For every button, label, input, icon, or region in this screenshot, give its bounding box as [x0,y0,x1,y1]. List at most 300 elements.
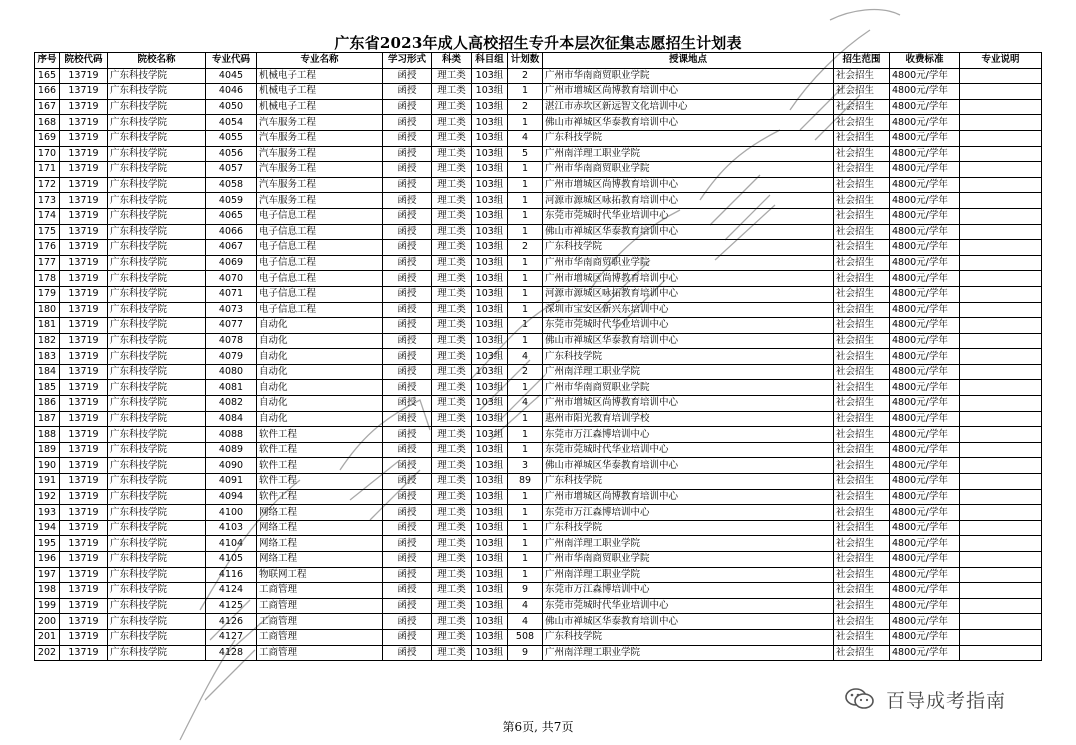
cell-location: 广州市增城区尚博教育培训中心 [543,177,834,193]
cell-school-code: 13719 [60,614,108,630]
cell-category: 理工类 [432,271,472,287]
cell-seq: 191 [35,474,60,490]
cell-school-code: 13719 [60,318,108,334]
table-row [35,396,1042,412]
cell-study-form: 函授 [383,629,432,645]
cell-plan-count: 4 [508,349,543,365]
cell-subject-group: 103组 [472,84,508,100]
cell-school-code: 13719 [60,505,108,521]
cell-seq: 188 [35,427,60,443]
cell-major-code: 4089 [206,442,257,458]
cell-seq: 190 [35,458,60,474]
cell-major-code: 4090 [206,458,257,474]
cell-plan-count: 508 [508,629,543,645]
cell-scope: 社会招生 [834,177,890,193]
cell-school-name: 广东科技学院 [108,349,206,365]
cell-seq: 176 [35,240,60,256]
cell-major-name: 自动化 [257,364,383,380]
cell-scope: 社会招生 [834,474,890,490]
cell-seq: 184 [35,364,60,380]
page-footer: 第6页, 共7页 [502,720,574,734]
cell-scope: 社会招生 [834,489,890,505]
cell-major-code: 4084 [206,411,257,427]
cell-location: 广州南洋理工职业学院 [543,364,834,380]
cell-major-name: 网络工程 [257,505,383,521]
cell-location: 广州南洋理工职业学院 [543,645,834,661]
cell-study-form: 函授 [383,271,432,287]
table-row [35,318,1042,334]
cell-subject-group: 103组 [472,99,508,115]
cell-major-name: 自动化 [257,333,383,349]
table-row [35,614,1042,630]
cell-seq: 185 [35,380,60,396]
cell-scope: 社会招生 [834,271,890,287]
table-row [35,99,1042,115]
cell-fee: 4800元/学年 [890,474,960,490]
cell-location: 惠州市阳光教育培训学校 [543,411,834,427]
cell-major-name: 软件工程 [257,489,383,505]
cell-subject-group: 103组 [472,520,508,536]
cell-category: 理工类 [432,474,472,490]
cell-fee: 4800元/学年 [890,255,960,271]
table-row [35,193,1042,209]
cell-major-name: 软件工程 [257,474,383,490]
cell-plan-count: 1 [508,427,543,443]
cell-study-form: 函授 [383,255,432,271]
header-plan-count: 计划数 [508,53,543,69]
cell-category: 理工类 [432,224,472,240]
cell-notes [960,68,1042,84]
cell-subject-group: 103组 [472,567,508,583]
cell-major-code: 4058 [206,177,257,193]
cell-major-code: 4080 [206,364,257,380]
cell-location: 广州市增城区尚博教育培训中心 [543,396,834,412]
cell-school-code: 13719 [60,193,108,209]
cell-category: 理工类 [432,629,472,645]
cell-study-form: 函授 [383,349,432,365]
cell-major-code: 4069 [206,255,257,271]
cell-scope: 社会招生 [834,396,890,412]
cell-scope: 社会招生 [834,333,890,349]
cell-notes [960,318,1042,334]
cell-notes [960,146,1042,162]
cell-location: 广东科技学院 [543,130,834,146]
table-row [35,520,1042,536]
cell-notes [960,349,1042,365]
page-title: 广东省2023年成人高校招生专升本层次征集志愿招生计划表 [334,34,742,52]
cell-fee: 4800元/学年 [890,193,960,209]
cell-school-code: 13719 [60,427,108,443]
cell-seq: 178 [35,271,60,287]
cell-category: 理工类 [432,162,472,178]
cell-notes [960,255,1042,271]
cell-school-name: 广东科技学院 [108,520,206,536]
cell-location: 广东科技学院 [543,349,834,365]
cell-plan-count: 4 [508,130,543,146]
cell-major-name: 自动化 [257,380,383,396]
cell-major-code: 4079 [206,349,257,365]
cell-school-name: 广东科技学院 [108,302,206,318]
cell-subject-group: 103组 [472,427,508,443]
cell-notes [960,583,1042,599]
cell-scope: 社会招生 [834,614,890,630]
cell-fee: 4800元/学年 [890,411,960,427]
cell-fee: 4800元/学年 [890,224,960,240]
cell-school-code: 13719 [60,224,108,240]
cell-fee: 4800元/学年 [890,130,960,146]
cell-major-name: 工商管理 [257,598,383,614]
cell-scope: 社会招生 [834,302,890,318]
cell-scope: 社会招生 [834,224,890,240]
cell-category: 理工类 [432,505,472,521]
table-row [35,240,1042,256]
cell-notes [960,177,1042,193]
table-row [35,364,1042,380]
cell-scope: 社会招生 [834,567,890,583]
cell-school-name: 广东科技学院 [108,333,206,349]
cell-notes [960,240,1042,256]
cell-fee: 4800元/学年 [890,271,960,287]
cell-school-name: 广东科技学院 [108,115,206,131]
cell-school-name: 广东科技学院 [108,162,206,178]
cell-plan-count: 1 [508,208,543,224]
cell-school-name: 广东科技学院 [108,427,206,443]
cell-school-name: 广东科技学院 [108,84,206,100]
cell-school-code: 13719 [60,208,108,224]
cell-major-code: 4057 [206,162,257,178]
cell-major-name: 自动化 [257,396,383,412]
cell-plan-count: 1 [508,536,543,552]
table-row [35,84,1042,100]
header-subject-group: 科目组 [472,53,508,69]
cell-fee: 4800元/学年 [890,583,960,599]
cell-scope: 社会招生 [834,162,890,178]
cell-scope: 社会招生 [834,318,890,334]
cell-major-name: 电子信息工程 [257,286,383,302]
cell-school-name: 广东科技学院 [108,583,206,599]
cell-plan-count: 1 [508,224,543,240]
cell-school-code: 13719 [60,380,108,396]
cell-fee: 4800元/学年 [890,396,960,412]
cell-major-code: 4124 [206,583,257,599]
table-row [35,349,1042,365]
cell-subject-group: 103组 [472,411,508,427]
cell-fee: 4800元/学年 [890,458,960,474]
cell-fee: 4800元/学年 [890,505,960,521]
cell-subject-group: 103组 [472,130,508,146]
cell-plan-count: 1 [508,177,543,193]
cell-notes [960,333,1042,349]
cell-seq: 183 [35,349,60,365]
cell-school-code: 13719 [60,442,108,458]
cell-school-name: 广东科技学院 [108,629,206,645]
cell-major-name: 机械电子工程 [257,99,383,115]
cell-fee: 4800元/学年 [890,629,960,645]
cell-school-code: 13719 [60,84,108,100]
cell-fee: 4800元/学年 [890,349,960,365]
cell-notes [960,208,1042,224]
cell-location: 广州市华南商贸职业学院 [543,380,834,396]
cell-scope: 社会招生 [834,193,890,209]
cell-category: 理工类 [432,286,472,302]
cell-school-name: 广东科技学院 [108,271,206,287]
cell-scope: 社会招生 [834,240,890,256]
cell-fee: 4800元/学年 [890,614,960,630]
cell-plan-count: 1 [508,505,543,521]
cell-major-code: 4126 [206,614,257,630]
cell-school-name: 广东科技学院 [108,645,206,661]
cell-school-code: 13719 [60,552,108,568]
cell-plan-count: 1 [508,271,543,287]
cell-school-code: 13719 [60,645,108,661]
cell-notes [960,193,1042,209]
cell-study-form: 函授 [383,614,432,630]
cell-major-code: 4127 [206,629,257,645]
cell-study-form: 函授 [383,115,432,131]
table-row [35,583,1042,599]
cell-fee: 4800元/学年 [890,567,960,583]
cell-school-code: 13719 [60,489,108,505]
cell-study-form: 函授 [383,427,432,443]
cell-subject-group: 103组 [472,177,508,193]
cell-school-name: 广东科技学院 [108,130,206,146]
cell-study-form: 函授 [383,224,432,240]
cell-fee: 4800元/学年 [890,177,960,193]
cell-scope: 社会招生 [834,99,890,115]
cell-plan-count: 1 [508,442,543,458]
cell-location: 广州南洋理工职业学院 [543,536,834,552]
cell-plan-count: 1 [508,162,543,178]
cell-scope: 社会招生 [834,255,890,271]
cell-fee: 4800元/学年 [890,68,960,84]
cell-plan-count: 1 [508,489,543,505]
cell-study-form: 函授 [383,380,432,396]
cell-study-form: 函授 [383,286,432,302]
cell-major-code: 4078 [206,333,257,349]
cell-major-name: 电子信息工程 [257,240,383,256]
cell-location: 广州市增城区尚博教育培训中心 [543,489,834,505]
cell-school-code: 13719 [60,458,108,474]
table-row [35,302,1042,318]
cell-seq: 181 [35,318,60,334]
cell-notes [960,489,1042,505]
cell-plan-count: 9 [508,645,543,661]
cell-seq: 173 [35,193,60,209]
cell-school-name: 广东科技学院 [108,458,206,474]
cell-scope: 社会招生 [834,552,890,568]
cell-scope: 社会招生 [834,520,890,536]
header-school-name: 院校名称 [108,53,206,69]
cell-school-code: 13719 [60,255,108,271]
table-row [35,255,1042,271]
cell-seq: 198 [35,583,60,599]
cell-subject-group: 103组 [472,349,508,365]
cell-subject-group: 103组 [472,552,508,568]
cell-category: 理工类 [432,614,472,630]
cell-major-code: 4128 [206,645,257,661]
cell-notes [960,84,1042,100]
cell-location: 佛山市禅城区华泰教育培训中心 [543,458,834,474]
cell-study-form: 函授 [383,99,432,115]
cell-category: 理工类 [432,177,472,193]
cell-school-code: 13719 [60,68,108,84]
cell-plan-count: 1 [508,333,543,349]
cell-major-code: 4081 [206,380,257,396]
cell-fee: 4800元/学年 [890,427,960,443]
cell-seq: 189 [35,442,60,458]
cell-study-form: 函授 [383,162,432,178]
cell-location: 广东科技学院 [543,629,834,645]
cell-major-code: 4116 [206,567,257,583]
enrollment-plan-table [34,52,1042,661]
cell-seq: 193 [35,505,60,521]
cell-category: 理工类 [432,520,472,536]
cell-fee: 4800元/学年 [890,520,960,536]
cell-seq: 167 [35,99,60,115]
cell-major-name: 汽车服务工程 [257,115,383,131]
cell-subject-group: 103组 [472,68,508,84]
cell-major-name: 电子信息工程 [257,255,383,271]
cell-study-form: 函授 [383,489,432,505]
cell-school-name: 广东科技学院 [108,193,206,209]
cell-subject-group: 103组 [472,442,508,458]
cell-fee: 4800元/学年 [890,645,960,661]
cell-study-form: 函授 [383,536,432,552]
cell-scope: 社会招生 [834,629,890,645]
cell-plan-count: 5 [508,146,543,162]
cell-seq: 165 [35,68,60,84]
cell-major-name: 网络工程 [257,520,383,536]
cell-plan-count: 1 [508,411,543,427]
cell-notes [960,162,1042,178]
cell-scope: 社会招生 [834,364,890,380]
cell-major-name: 软件工程 [257,427,383,443]
cell-notes [960,411,1042,427]
cell-subject-group: 103组 [472,583,508,599]
cell-school-name: 广东科技学院 [108,598,206,614]
table-row [35,115,1042,131]
cell-major-code: 4077 [206,318,257,334]
cell-school-code: 13719 [60,474,108,490]
cell-plan-count: 4 [508,614,543,630]
cell-study-form: 函授 [383,458,432,474]
cell-school-code: 13719 [60,349,108,365]
cell-seq: 196 [35,552,60,568]
cell-location: 佛山市禅城区华泰教育培训中心 [543,333,834,349]
table-row [35,271,1042,287]
cell-location: 广州市增城区尚博教育培训中心 [543,271,834,287]
cell-subject-group: 103组 [472,146,508,162]
cell-major-name: 机械电子工程 [257,84,383,100]
cell-location: 东莞市莞城时代华业培训中心 [543,318,834,334]
cell-major-code: 4082 [206,396,257,412]
cell-major-code: 4045 [206,68,257,84]
cell-seq: 168 [35,115,60,131]
cell-notes [960,645,1042,661]
cell-location: 佛山市禅城区华泰教育培训中心 [543,614,834,630]
cell-seq: 200 [35,614,60,630]
cell-location: 东莞市莞城时代华业培训中心 [543,208,834,224]
cell-major-name: 网络工程 [257,536,383,552]
cell-notes [960,115,1042,131]
cell-school-code: 13719 [60,567,108,583]
cell-fee: 4800元/学年 [890,380,960,396]
cell-notes [960,286,1042,302]
cell-study-form: 函授 [383,505,432,521]
cell-major-name: 电子信息工程 [257,208,383,224]
cell-school-name: 广东科技学院 [108,224,206,240]
cell-category: 理工类 [432,489,472,505]
cell-fee: 4800元/学年 [890,208,960,224]
cell-school-name: 广东科技学院 [108,318,206,334]
table-row [35,474,1042,490]
cell-school-code: 13719 [60,333,108,349]
header-study-form: 学习形式 [383,53,432,69]
cell-plan-count: 4 [508,598,543,614]
cell-study-form: 函授 [383,84,432,100]
cell-major-name: 工商管理 [257,614,383,630]
table-row [35,427,1042,443]
cell-fee: 4800元/学年 [890,115,960,131]
cell-major-name: 汽车服务工程 [257,130,383,146]
cell-notes [960,629,1042,645]
table-row [35,458,1042,474]
cell-notes [960,302,1042,318]
cell-scope: 社会招生 [834,427,890,443]
cell-notes [960,567,1042,583]
cell-subject-group: 103组 [472,629,508,645]
cell-plan-count: 2 [508,99,543,115]
cell-notes [960,99,1042,115]
cell-seq: 194 [35,520,60,536]
cell-major-code: 4094 [206,489,257,505]
cell-subject-group: 103组 [472,255,508,271]
cell-seq: 202 [35,645,60,661]
cell-subject-group: 103组 [472,193,508,209]
cell-subject-group: 103组 [472,380,508,396]
cell-major-code: 4125 [206,598,257,614]
cell-plan-count: 4 [508,396,543,412]
cell-study-form: 函授 [383,442,432,458]
cell-study-form: 函授 [383,520,432,536]
cell-school-code: 13719 [60,99,108,115]
cell-fee: 4800元/学年 [890,162,960,178]
cell-category: 理工类 [432,364,472,380]
cell-notes [960,458,1042,474]
table-row [35,333,1042,349]
cell-scope: 社会招生 [834,380,890,396]
cell-plan-count: 1 [508,567,543,583]
cell-location: 湛江市赤坎区新远智文化培训中心 [543,99,834,115]
cell-school-name: 广东科技学院 [108,380,206,396]
table-row [35,442,1042,458]
cell-major-code: 4105 [206,552,257,568]
cell-major-code: 4054 [206,115,257,131]
cell-fee: 4800元/学年 [890,442,960,458]
cell-plan-count: 1 [508,302,543,318]
header-scope: 招生范围 [834,53,890,69]
cell-study-form: 函授 [383,240,432,256]
cell-fee: 4800元/学年 [890,364,960,380]
cell-subject-group: 103组 [472,333,508,349]
cell-location: 广州南洋理工职业学院 [543,146,834,162]
cell-location: 广州市增城区尚博教育培训中心 [543,84,834,100]
cell-major-code: 4067 [206,240,257,256]
cell-subject-group: 103组 [472,162,508,178]
table-row [35,598,1042,614]
cell-school-code: 13719 [60,302,108,318]
cell-major-name: 工商管理 [257,645,383,661]
